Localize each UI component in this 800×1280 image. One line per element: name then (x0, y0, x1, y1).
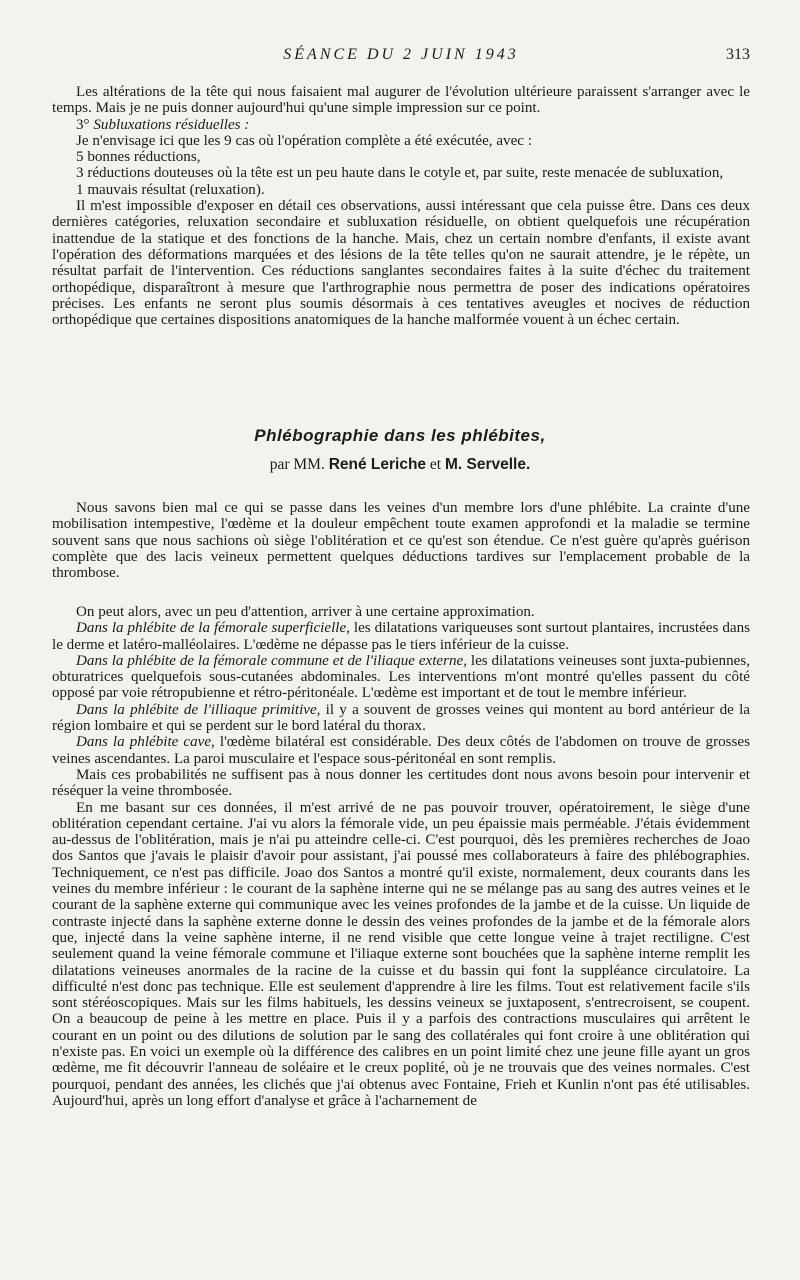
byline-conjunction: et (429, 456, 442, 473)
case-lead: Dans la phlébite de l'illiaque primitive, (76, 701, 321, 718)
subheading-number: 3° (76, 116, 90, 133)
article-byline (0, 456, 800, 474)
paragraph: On peut alors, avec un peu d'attention, arriver à une certaine approximation. (76, 604, 535, 620)
case-lead: Dans la phlébite de la fémorale superficielle, (76, 620, 350, 637)
case-paragraph (52, 734, 750, 767)
paragraph: Je n'envisage ici que les 9 cas où l'opération complète a été exécutée, avec : (76, 132, 532, 149)
article-body (52, 604, 750, 1109)
byline-prefix: par MM. (269, 456, 325, 473)
case-paragraph (52, 702, 750, 735)
paragraph: Nous savons bien mal ce qui se passe dans les veines d'un membre lors d'une phlébite. La crainte d'une mobilisation intempestive, l'œdème et la douleur empêchent toute examen approfondi et la maladie se termine souvent sans que nous sachions où siège l'oblitération et ce qu'est son étendue. Ce n'est guère qu'après guérison complète que des lacis veineux permettent quelques déductions tardives sur l'emplacement probable de la thrombose. (52, 500, 750, 582)
paragraph: Mais ces probabilités ne suffisent pas à nous donner les certitudes dont nous avons besoin pour intervenir et réséquer la veine thrombosée. (52, 766, 750, 800)
paragraph: En me basant sur ces données, il m'est arrivé de ne pas pouvoir trouver, opératoirement, le siège d'une oblitération cependant certaine. J'ai vu alors la fémorale vide, un peu épaissie mais perméable. J'étais évidemment au-dessus de l'oblitération, mais je n'ai pu atteindre celle-ci. C'est pourquoi, dès les premières recherches de Joao dos Santos que j'avais le plaisir d'avoir pour assistant, j'ai poussé mes collaborateurs à faire des phlébographies. Techniquement, ce n'est pas difficile. Joao dos Santos a montré qu'il existe, normalement, deux courants dans les veines du membre inférieur : le courant de la saphène interne qui ne se mélange pas au sang des autres veines et le courant de la saphène externe qui communique avec les veines profondes de la jambe et de la cuisse. Un liquide de contraste injecté dans la saphène externe donne le dessin des veines profondes de la jambe et de la fémorale alors que, injecté dans la veine saphène interne, il ne rend visible que cette longue veine à trajet rectiligne. C'est seulement quand la veine fémorale commune et l'iliaque externe sont bouchées que la saphène interne remplit les dilatations veineuses anormales de la racine de la cuisse et du bassin qui font la suppléance circulatoire. La difficulté n'est donc pas technique. Elle est seulement d'apprendre à lire les films. Tout est relativement facile s'ils sont stéréoscopiques. Mais sur les films habituels, les dessins veineux se juxtaposent, s'entrecroisent, se coupent. On a beaucoup de peine à les mettre en place. Puis il y a parfois des contractions musculaires qui arrêtent le courant en un point ou des dilutions de solution par le sang des collatérales qui font croire à une oblitération qui n'existe pas. En voici un exemple où la différence des calibres en un point limité chez une jeune fille ayant un gros œdème, me fit découvrir l'anneau de soléaire et le creux poplité, où je ne trouvais que des veines normales. C'est pourquoi, pendant des années, les clichés que j'ai obtenus avec Fontaine, Frieh et Kunlin n'ont pas été utilisables. Aujourd'hui, après un long effort d'analyse et grâce à l'acharnement de (52, 799, 750, 1109)
paragraph: Il m'est impossible d'exposer en détail ces observations, aussi intéressant que cela puisse être. Dans ces deux dernières catégories, reluxation secondaire et subluxation résiduelle, on obtient quelquefois une récupération inattendue de la statique et des fonctions de la hanche. Mais, chez un certain nombre d'enfants, il existe avant l'opération des déformations marquées et des lésions de la tête telles qu'on ne saurait attendre, je le répète, un résultat parfait de l'intervention. Ces réductions sanglantes secondaires faites à la suite d'échec du traitement orthopédique, disparaîtront à mesure que l'arthrographie nous permettra de poser des indications opératoires précises. Les enfants ne seront plus soumis désormais à ces tentatives aveugles et nocives de réduction orthopédique que certaines dispositions anatomiques de la hanche malformée vouent à un échec certain. (52, 198, 750, 329)
paragraph: Les altérations de la tête qui nous faisaient mal augurer de l'évolution ultérieure paraissent s'arranger avec le temps. Mais je ne puis donner aujourd'hui qu'une simple impression sur ce point. (52, 84, 750, 117)
case-text: les dilatations variqueuses sont surtout plantaires, incrustées dans le derme et latéro-malléolaires. L'œdème ne dépasse pas le tiers inférieur de la cuisse. (52, 620, 750, 653)
case-text: il y a souvent de grosses veines qui montent au bord antérieur de la région lombaire et qui se perdent sur le bord latéral du thorax. (52, 701, 750, 735)
article-intro (52, 500, 750, 581)
article-title: Phlébographie dans les phlébites, (254, 426, 546, 445)
intro-section (52, 84, 750, 328)
case-text: l'œdème bilatéral est considérable. Des deux côtés de l'abdomen on trouve de grosses veines ascendantes. La paroi musculaire et l'espace sous-péritonéal en sont remplis. (52, 734, 750, 767)
list-item: 5 bonnes réductions, (76, 149, 201, 166)
list-item: 1 mauvais résultat (reluxation). (76, 181, 265, 198)
case-paragraph (52, 653, 750, 702)
running-title: SÉANCE DU 2 JUIN 1943 (283, 46, 519, 63)
subheading-label: Subluxations résiduelles : (93, 116, 250, 133)
author-name: M. Servelle. (444, 456, 531, 473)
subheading-subluxations (52, 117, 750, 133)
author-name: René Leriche (328, 456, 427, 473)
list-item: 3 réductions douteuses où la tête est un peu haute dans le cotyle et, par suite, reste menacée de subluxation, (76, 165, 724, 182)
case-lead: Dans la phlébite de la fémorale commune et de l'iliaque externe, (76, 652, 468, 669)
page-number: 313 (726, 46, 750, 63)
case-lead: Dans la phlébite cave, (76, 734, 215, 751)
page-header (52, 46, 750, 66)
case-text: les dilatations veineuses sont juxta-pubiennes, obturatrices quelquefois sous-cutanées abdominales. Les interventions m'ont montré qu'elles passent du côté opposé par voie rétropubienne et rétro-péritonéale. L'œdème est important et de tout le membre inférieur. (52, 652, 750, 702)
case-paragraph (52, 620, 750, 653)
